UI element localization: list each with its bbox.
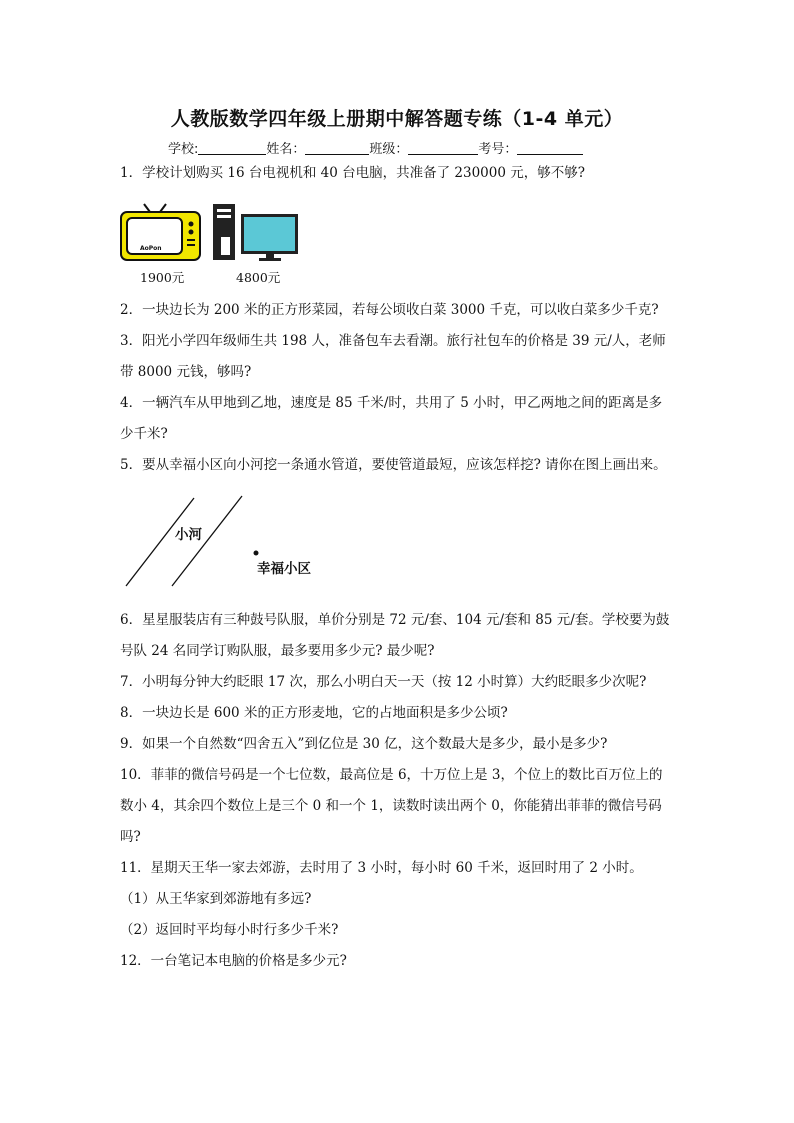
question-8-text: 8．一块边长是 600 米的正方形麦地，它的占地面积是多少公顷? (120, 705, 508, 721)
question-10-line-2: 数小 4，其余四个数位上是三个 0 和一个 1，读数时读出两个 0，你能猜出菲菲的微信号码 (120, 798, 662, 814)
community-label: 幸福小区 (257, 561, 311, 577)
question-4-line-1: 4．一辆汽车从甲地到乙地，速度是 85 千米/时，共用了 5 小时，甲乙两地之间的距离是多 (120, 395, 663, 411)
computer-icon (210, 203, 302, 263)
question-11-text: 11．星期天王华一家去郊游，去时用了 3 小时，每小时 60 千米，返回时用了 2 小时。 (120, 860, 643, 876)
question-5-text: 5．要从幸福小区向小河挖一条通水管道，要使管道最短，应该怎样挖? 请你在图上画出来。 (120, 457, 667, 473)
class-blank[interactable] (408, 140, 478, 155)
question-1 (120, 158, 680, 189)
question-6-line-1: 6．星星服装店有三种鼓号队服，单价分别是 72 元/套、104 元/套和 85 元/套。学校要为鼓 (120, 612, 670, 628)
question-7-text: 7．小明每分钟大约眨眼 17 次，那么小明白天一天（按 12 小时算）大约眨眼多少次呢? (120, 674, 647, 690)
community-point (252, 549, 260, 557)
student-info-line (168, 138, 583, 157)
school-label: 学校: (168, 142, 199, 157)
question-11-part-2: （2）返回时平均每小时行多少千米? (120, 922, 339, 938)
questions-2-4 (120, 295, 680, 481)
question-6-line-2: 号队 24 名同学订购队服，最多要用多少元? 最少呢? (120, 643, 435, 659)
tv-price: 1900元 (140, 270, 185, 285)
tv-brand-text: AoPon (140, 245, 162, 252)
question-1-text: 1．学校计划购买 16 台电视机和 40 台电脑，共准备了 230000 元，够不够? (120, 165, 585, 181)
exam-no-label: 考号： (478, 142, 518, 157)
river-label: 小河 (175, 527, 202, 543)
question-2-text: 2．一块边长为 200 米的正方形菜园，若每公顷收白菜 3000 千克，可以收白菜多少千克? (120, 302, 659, 318)
class-label: 班级： (369, 142, 409, 157)
question-10-line-1: 10．菲菲的微信号码是一个七位数，最高位是 6，十万位上是 3，个位上的数比百万位上的 (120, 767, 663, 783)
question-4-line-2: 少千米? (120, 426, 168, 442)
question-11-part-1: （1）从王华家到郊游地有多远? (120, 891, 312, 907)
question-9-text: 9．如果一个自然数“四舍五入”到亿位是 30 亿，这个数最大是多少，最小是多少? (120, 736, 608, 752)
exam-no-blank[interactable] (517, 140, 583, 155)
questions-6-12 (120, 605, 680, 977)
page-title: 人教版数学四年级上册期中解答题专练（1-4 单元） (170, 108, 624, 130)
question-3-line-2: 带 8000 元钱，够吗? (120, 364, 252, 380)
school-blank[interactable] (198, 140, 266, 155)
computer-price: 4800元 (236, 270, 281, 285)
name-blank[interactable] (305, 140, 369, 155)
name-label: 姓名： (266, 142, 306, 157)
question-10-line-3: 吗? (120, 829, 141, 845)
question-3-line-1: 3．阳光小学四年级师生共 198 人，准备包车去看潮。旅行社包车的价格是 39 元/人，老师 (120, 333, 666, 349)
tv-icon (120, 203, 202, 263)
question-12-text: 12．一台笔记本电脑的价格是多少元? (120, 953, 347, 969)
